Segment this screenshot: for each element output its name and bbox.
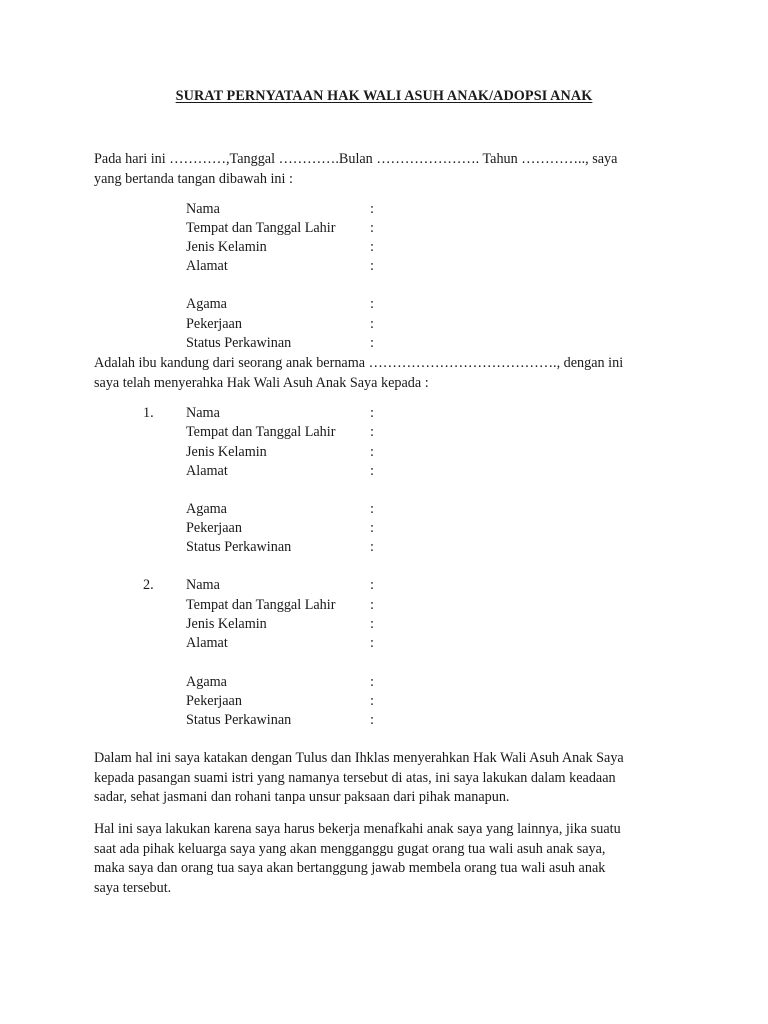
field-colon: : [370, 316, 374, 332]
field-label: Pekerjaan [186, 693, 242, 709]
field-label: Tempat dan Tanggal Lahir [186, 597, 336, 613]
field-label: Alamat [186, 258, 228, 274]
intro-paragraph [94, 150, 684, 189]
field-label: Status Perkawinan [186, 539, 292, 555]
field-label: Jenis Kelamin [186, 616, 267, 632]
field-label: Tempat dan Tanggal Lahir [186, 424, 336, 440]
field-label: Nama [186, 577, 220, 593]
field-label: Status Perkawinan [186, 712, 292, 728]
field-label: Agama [186, 296, 227, 312]
list-number: 2. [143, 577, 154, 593]
closing1-line-1: Dalam hal ini saya katakan dengan Tulus dan Ihklas menyerahkan Hak Wali Asuh Anak Saya [94, 750, 624, 766]
field-colon: : [370, 520, 374, 536]
middle-line-1: Adalah ibu kandung dari seorang anak bernama …………………………………., dengan ini [94, 355, 624, 371]
field-label: Agama [186, 501, 227, 517]
field-label: Pekerjaan [186, 520, 242, 536]
intro-line-2: yang bertanda tangan dibawah ini : [94, 170, 293, 187]
intro-line-1: Pada hari ini …………,Tanggal ………….Bulan …………………. Tahun ………….., saya [94, 151, 618, 167]
field-colon: : [370, 693, 374, 709]
field-colon: : [370, 501, 374, 517]
field-label: Alamat [186, 463, 228, 479]
field-label: Status Perkawinan [186, 335, 292, 351]
field-label: Tempat dan Tanggal Lahir [186, 220, 336, 236]
field-colon: : [370, 201, 374, 217]
field-colon: : [370, 220, 374, 236]
title-text: SURAT PERNYATAAN HAK WALI ASUH ANAK/ADOPSI ANAK [175, 88, 593, 104]
closing2-line-2: saat ada pihak keluarga saya yang akan mengganggu gugat orang tua wali asuh anak saya, [94, 840, 606, 857]
field-label: Agama [186, 674, 227, 690]
list-number: 1. [143, 405, 154, 421]
field-colon: : [370, 296, 374, 312]
field-colon: : [370, 405, 374, 421]
field-colon: : [370, 616, 374, 632]
closing1-line-2: kepada pasangan suami istri yang namanya tersebut di atas, ini saya lakukan dalam keadaan [94, 769, 616, 786]
field-colon: : [370, 335, 374, 351]
field-colon: : [370, 597, 374, 613]
closing1-line-3: sadar, sehat jasmani dan rohani tanpa unsur paksaan dari pihak manapun. [94, 789, 510, 805]
closing2-line-3: maka saya dan orang tua saya akan bertanggung jawab membela orang tua wali asuh anak [94, 860, 606, 876]
field-colon: : [370, 258, 374, 274]
field-colon: : [370, 635, 374, 651]
field-label: Alamat [186, 635, 228, 651]
closing-paragraph-2 [94, 820, 684, 898]
field-colon: : [370, 239, 374, 255]
middle-paragraph [94, 354, 684, 393]
field-colon: : [370, 463, 374, 479]
field-label: Pekerjaan [186, 316, 242, 332]
field-label: Nama [186, 405, 220, 421]
field-colon: : [370, 539, 374, 555]
closing2-line-1: Hal ini saya lakukan karena saya harus bekerja menafkahi anak saya yang lainnya, jika suatu [94, 821, 621, 837]
middle-line-2: saya telah menyerahka Hak Wali Asuh Anak Saya kepada : [94, 374, 429, 391]
document-title [0, 88, 768, 105]
field-colon: : [370, 424, 374, 440]
field-colon: : [370, 674, 374, 690]
field-colon: : [370, 577, 374, 593]
field-colon: : [370, 712, 374, 728]
closing2-line-4: saya tersebut. [94, 879, 172, 896]
field-label: Jenis Kelamin [186, 239, 267, 255]
closing-paragraph-1 [94, 749, 684, 808]
field-colon: : [370, 444, 374, 460]
field-label: Jenis Kelamin [186, 444, 267, 460]
field-label: Nama [186, 201, 220, 217]
